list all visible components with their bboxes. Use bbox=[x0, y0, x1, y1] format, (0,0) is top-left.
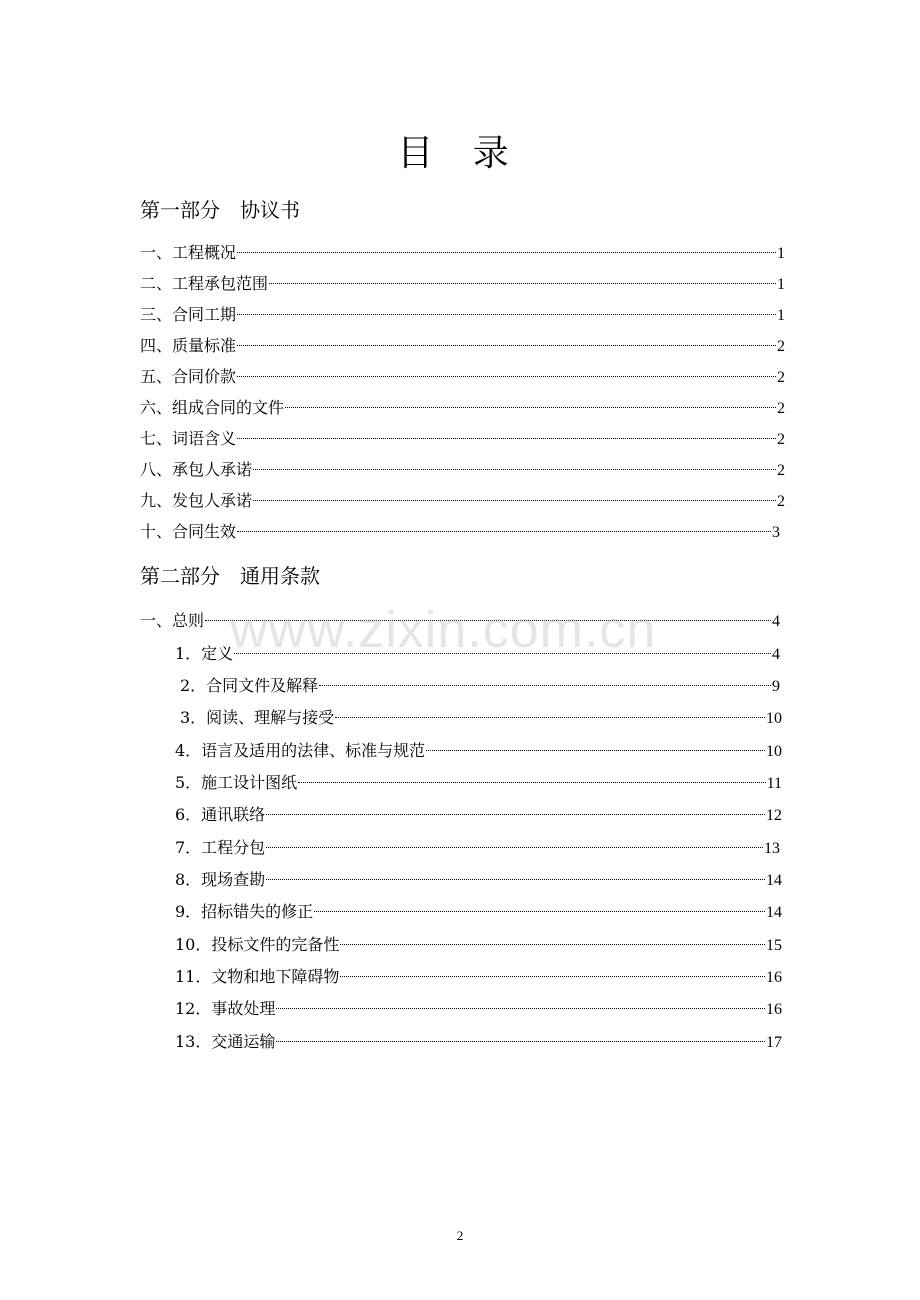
toc-entry-label: 二、工程承包范围 bbox=[140, 274, 269, 293]
toc-entry-label: 三、合同工期 bbox=[140, 305, 237, 324]
toc-leader-dots bbox=[205, 620, 771, 621]
toc-leader-dots bbox=[426, 750, 765, 751]
toc-entry[interactable] bbox=[140, 366, 785, 388]
toc-entry-page: 2 bbox=[777, 493, 785, 510]
toc-entry-page: 2 bbox=[777, 338, 785, 355]
toc-entry[interactable] bbox=[140, 428, 785, 450]
toc-entry[interactable] bbox=[175, 901, 782, 923]
toc-leader-dots bbox=[276, 1008, 765, 1009]
part-heading-agreement: 第一部分 协议书 bbox=[140, 198, 300, 222]
toc-entry-label: 6．通讯联络 bbox=[175, 805, 266, 824]
toc-entry-page: 3 bbox=[772, 524, 780, 541]
toc-section-entry[interactable] bbox=[140, 610, 780, 632]
toc-leader-dots bbox=[237, 252, 776, 253]
toc-entry-label: 13．交通运输 bbox=[175, 1032, 276, 1051]
toc-entry-label: 4．语言及适用的法律、标准与规范 bbox=[175, 741, 426, 760]
toc-entry[interactable] bbox=[140, 304, 785, 326]
toc-entry-page: 1 bbox=[777, 245, 785, 262]
toc-entry-label: 五、合同价款 bbox=[140, 367, 237, 386]
toc-leader-dots bbox=[314, 911, 765, 912]
watermark: www.zixin.com.cn bbox=[230, 601, 657, 659]
toc-leader-dots bbox=[253, 469, 776, 470]
toc-leader-dots bbox=[340, 944, 765, 945]
toc-entry[interactable] bbox=[175, 934, 782, 956]
toc-entry[interactable] bbox=[140, 242, 785, 264]
toc-entry-label: 11．文物和地下障碍物 bbox=[175, 967, 340, 986]
toc-entry-label: 九、发包人承诺 bbox=[140, 491, 253, 510]
toc-entry-page: 17 bbox=[766, 1034, 782, 1051]
toc-entry-page: 14 bbox=[766, 872, 782, 889]
toc-leader-dots bbox=[266, 879, 765, 880]
toc-leader-dots bbox=[237, 531, 771, 532]
toc-entry-page: 1 bbox=[777, 276, 785, 293]
toc-leader-dots bbox=[340, 976, 765, 977]
toc-entry-label: 12．事故处理 bbox=[175, 999, 276, 1018]
toc-entry[interactable] bbox=[140, 459, 785, 481]
toc-entry-page: 4 bbox=[772, 646, 780, 663]
toc-entry-label: 七、词语含义 bbox=[140, 429, 237, 448]
toc-entry-label: 八、承包人承诺 bbox=[140, 460, 253, 479]
toc-entry-page: 14 bbox=[766, 904, 782, 921]
toc-entry[interactable] bbox=[140, 490, 785, 512]
toc-entry-label: 四、质量标准 bbox=[140, 336, 237, 355]
toc-entry[interactable] bbox=[180, 675, 780, 697]
toc-leader-dots bbox=[237, 314, 776, 315]
toc-leader-dots bbox=[285, 407, 776, 408]
toc-entry-page: 13 bbox=[764, 840, 780, 857]
toc-entry-page: 9 bbox=[772, 678, 780, 695]
toc-leader-dots bbox=[298, 782, 765, 783]
toc-entry[interactable] bbox=[175, 772, 782, 794]
toc-entry-page: 10 bbox=[766, 710, 782, 727]
toc-leader-dots bbox=[335, 717, 765, 718]
toc-leader-dots bbox=[237, 345, 776, 346]
toc-entry[interactable] bbox=[140, 397, 785, 419]
toc-entry-page: 2 bbox=[777, 462, 785, 479]
toc-entry-page: 4 bbox=[772, 613, 780, 630]
toc-entry[interactable] bbox=[175, 869, 782, 891]
toc-entry-page: 2 bbox=[777, 431, 785, 448]
toc-entry-label: 一、工程概况 bbox=[140, 243, 237, 262]
toc-leader-dots bbox=[319, 685, 771, 686]
toc-leader-dots bbox=[266, 814, 765, 815]
toc-entry-label: 六、组成合同的文件 bbox=[140, 398, 285, 417]
toc-entry-page: 16 bbox=[766, 969, 782, 986]
toc-entry-label: 10．投标文件的完备性 bbox=[175, 935, 340, 954]
toc-entry-label: 9．招标错失的修正 bbox=[175, 902, 314, 921]
toc-entry-label: 十、合同生效 bbox=[140, 522, 237, 541]
toc-entry-label: 一、总则 bbox=[140, 611, 205, 630]
toc-entry[interactable] bbox=[180, 707, 782, 729]
toc-entry[interactable] bbox=[175, 837, 780, 859]
toc-entry[interactable] bbox=[175, 998, 782, 1020]
toc-leader-dots bbox=[269, 283, 776, 284]
toc-entry-label: 7．工程分包 bbox=[175, 838, 266, 857]
toc-entry[interactable] bbox=[140, 521, 780, 543]
toc-entry[interactable] bbox=[175, 740, 782, 762]
toc-leader-dots bbox=[266, 847, 763, 848]
page-title: 目 录 bbox=[397, 133, 523, 174]
toc-entry[interactable] bbox=[140, 335, 785, 357]
toc-entry-page: 16 bbox=[766, 1001, 782, 1018]
toc-leader-dots bbox=[237, 438, 776, 439]
toc-entry[interactable] bbox=[175, 1031, 782, 1053]
toc-entry-page: 2 bbox=[777, 400, 785, 417]
toc-entry-label: 2．合同文件及解释 bbox=[180, 676, 319, 695]
toc-entry[interactable] bbox=[140, 273, 785, 295]
toc-entry-label: 8．现场查勘 bbox=[175, 870, 266, 889]
toc-entry-label: 3．阅读、理解与接受 bbox=[180, 708, 335, 727]
toc-entry-page: 11 bbox=[766, 775, 782, 792]
toc-entry[interactable] bbox=[175, 966, 782, 988]
toc-entry-label: 5．施工设计图纸 bbox=[175, 773, 298, 792]
toc-entry-page: 2 bbox=[777, 369, 785, 386]
toc-entry[interactable] bbox=[175, 804, 782, 826]
toc-entry-page: 10 bbox=[766, 743, 782, 760]
part-heading-general-terms: 第二部分 通用条款 bbox=[140, 564, 320, 588]
toc-entry-page: 1 bbox=[777, 307, 785, 324]
toc-entry-page: 12 bbox=[766, 807, 782, 824]
toc-leader-dots bbox=[253, 500, 776, 501]
page-number: 2 bbox=[456, 1228, 464, 1243]
toc-entry-label: 1．定义 bbox=[175, 644, 234, 663]
toc-leader-dots bbox=[237, 376, 776, 377]
toc-entry[interactable] bbox=[175, 643, 780, 665]
toc-entry-page: 15 bbox=[766, 937, 782, 954]
toc-leader-dots bbox=[234, 653, 771, 654]
toc-leader-dots bbox=[276, 1041, 765, 1042]
